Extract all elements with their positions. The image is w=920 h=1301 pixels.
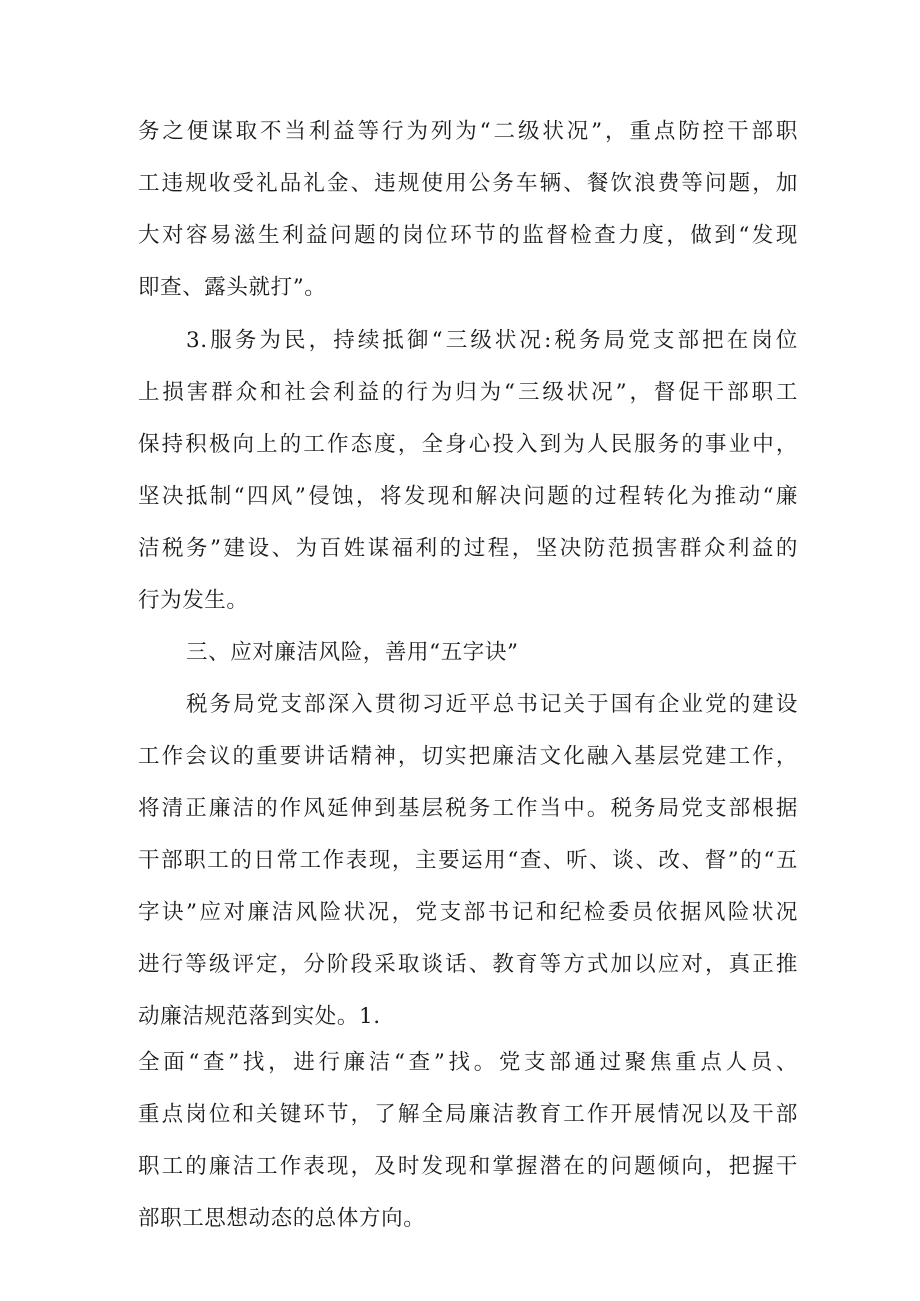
text-line: 上损害群众和社会利益的行为归为“三级状况”，督促干部职工 [138,380,798,405]
text-line: 部职工思想动态的总体方向。 [138,1206,426,1231]
text-line: 工违规收受礼品礼金、违规使用公务车辆、餐饮浪费等问题，加 [138,171,798,196]
text-line: 3.服务为民，持续抵御“三级状况:税务局党支部把在岗位 [186,328,798,353]
text-line: 行为发生。 [138,588,249,613]
text-line: 将清正廉洁的作风延伸到基层税务工作当中。税务局党支部根据 [138,796,798,821]
text-line: 干部职工的日常工作表现，主要运用“查、听、谈、改、督”的“五 [138,848,798,873]
text-line: 工作会议的重要讲话精神，切实把廉洁文化融入基层党建工作， [138,744,798,769]
text-line: 全面“查”找，进行廉洁“查”找。党支部通过聚焦重点人员、 [138,1050,798,1075]
text-line: 大对容易滋生利益问题的岗位环节的监督检查力度，做到“发现 [138,223,798,248]
text-line: 坚决抵制“四风”侵蚀，将发现和解决问题的过程转化为推动“廉 [138,484,798,509]
section-heading: 三、应对廉洁风险，善用“五字诀” [186,640,519,665]
text-line: 进行等级评定，分阶段采取谈话、教育等方式加以应对，真正推 [138,952,798,977]
text-line: 即查、露头就打”。 [138,275,327,300]
text-line: 洁税务”建设、为百姓谋福利的过程，坚决防范损害群众利益的 [138,536,798,561]
text-line: 字诀”应对廉洁风险状况，党支部书记和纪检委员依据风险状况 [138,900,798,925]
text-line: 职工的廉洁工作表现，及时发现和掌握潜在的问题倾向，把握干 [138,1154,798,1179]
text-line: 重点岗位和关键环节，了解全局廉洁教育工作开展情况以及干部 [138,1102,798,1127]
text-line: 务之便谋取不当利益等行为列为“二级状况”，重点防控干部职 [138,119,798,144]
text-line: 保持积极向上的工作态度，全身心投入到为人民服务的事业中， [138,432,798,457]
text-line: 动廉洁规范落到实处。1. [138,1004,381,1029]
text-line: 税务局党支部深入贯彻习近平总书记关于国有企业党的建设 [186,692,798,717]
